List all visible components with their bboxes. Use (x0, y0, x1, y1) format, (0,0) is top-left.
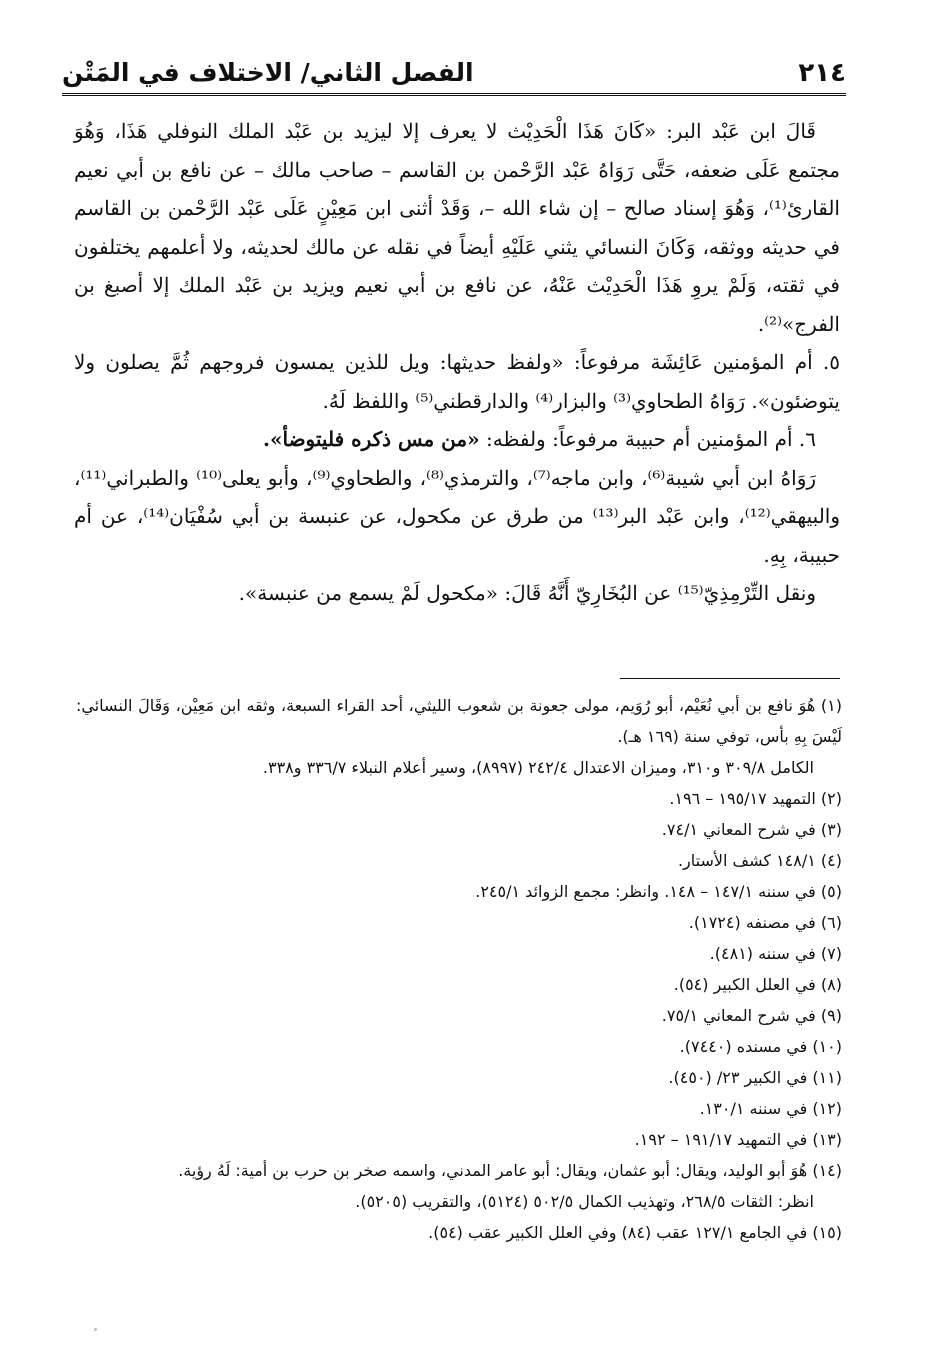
footnote-14: (١٤) هُوَ أبو الوليد، ويقال: أبو عثمان، ويقال: أبو عامر المدني، واسمه صخر بن حرب بن أمية: لَهُ رؤية. (178, 1161, 842, 1180)
scan-speck (94, 1328, 97, 1331)
footnote-12: (١٢) في سننه ١٣٠/١. (699, 1099, 842, 1118)
running-header (62, 52, 846, 96)
paragraph-narrators: رَوَاهُ ابن أبي شيبة⁽⁶⁾، وابن ماجه⁽⁷⁾، والترمذي⁽⁸⁾، والطحاوي⁽⁹⁾، وأبو يعلى⁽¹⁰⁾ والطبراني⁽¹¹⁾، والبيهقي⁽¹²⁾، وابن عَبْد البر⁽¹³⁾ من طرق عن مكحول، عن عنبسة بن أبي سُفْيَان⁽¹⁴⁾، عن أم حبيبة، بِهِ. (74, 465, 840, 567)
hadith-quote: «من مس ذكره فليتوضأ». (263, 427, 480, 451)
footnote-11: (١١) في الكبير ٢٣/ (٤٥٠). (668, 1068, 842, 1087)
footnote-6: (٦) في مصنفه (١٧٢٤). (688, 913, 842, 932)
footnote-13: (١٣) في التمهيد ١٩١/١٧ – ١٩٢. (634, 1130, 842, 1149)
main-text (74, 112, 840, 613)
footnote-8: (٨) في العلل الكبير (٥٤). (673, 975, 842, 994)
footnote-10: (١٠) في مسنده (٧٤٤٠). (679, 1037, 842, 1056)
footnote-14-sources: انظر: الثقات ٢٦٨/٥، وتهذيب الكمال ٥٠٢/٥ (٥١٢٤)، والتقريب (٥٢٠٥). (355, 1192, 814, 1211)
paragraph-umm-habiba (74, 420, 840, 459)
footnote-2: (٢) التمهيد ١٩٥/١٧ – ١٩٦. (669, 789, 842, 808)
footnote-9: (٩) في شرح المعاني ٧٥/١. (661, 1006, 842, 1025)
footnote-4: (٤) ١٤٨/١ كشف الأستار. (677, 851, 842, 870)
chapter-title: الفصل الثاني/ الاختلاف في المَتْن (62, 58, 474, 87)
paragraph-ibn-abd-al-barr: قَالَ ابن عَبْد البر: «كَانَ هَذَا الْحَدِيْث لا يعرف إلا ليزيد بن عَبْد الملك النوفلي هَذَا، وَهُوَ مجتمع عَلَى ضعفه، حَتَّى رَوَاهُ عَبْد الرَّحْمن بن القاسم – صاحب مالك – عن نافع بن أبي نعيم القارئ⁽¹⁾، وَهُوَ إسناد صالح – إن شاء الله –، وَقَدْ أثنى ابن مَعِيْنٍ عَلَى عَبْد الرَّحْمن بن القاسم في حديثه ووثقه، وَكَانَ النسائي يثني عَلَيْهِ أيضاً في نقله عن مالك لحديثه، ولا أعلمهم يختلفون في ثقته، وَلَمْ يروِ هَذَا الْحَدِيْث عَنْهُ، عن نافع بن أبي نعيم ويزيد بن عَبْد الملك إلا أصبغ بن الفرج»⁽²⁾. (74, 119, 840, 336)
paragraph-aisha: ٥. أم المؤمنين عَائِشَة مرفوعاً: «ولفظ حديثها: ويل للذين يمسون فروجهم ثُمَّ يصلون ولا يتوضئون». رَوَاهُ الطحاوي⁽³⁾ والبزار⁽⁴⁾ والدارقطني⁽⁵⁾ واللفظ لَهُ. (74, 350, 840, 413)
footnote-1-sources: الكامل ٣٠٩/٨ و٣١٠، وميزان الاعتدال ٢٤٢/٤ (٨٩٩٧)، وسير أعلام النبلاء ٣٣٦/٧ و٣٣٨. (262, 758, 814, 777)
footnote-15: (١٥) في الجامع ١٢٧/١ عقب (٨٤) وفي العلل الكبير عقب (٥٤). (428, 1223, 842, 1242)
footnote-1: (١) هُوَ نافع بن أبي نُعَيْم، أبو رُوَيم، مولى جعونة بن شعوب الليثي، أحد القراء السبعة، وثقه ابن مَعِيْن، وَقَالَ النسائي: لَيْسَ بِهِ بأس، توفي سنة (١٦٩ هـ). (76, 696, 842, 746)
page-number: ٢١٤ (798, 58, 846, 88)
paragraph-umm-habiba-text: ٦. أم المؤمنين أم حبيبة مرفوعاً: ولفظه: (479, 427, 816, 451)
header-rule (62, 93, 846, 96)
footnotes (76, 690, 842, 1248)
footnote-separator (620, 678, 840, 679)
paragraph-tirmidhi: ونقل التِّرْمِذِيّ⁽¹⁵⁾ عن البُخَارِيّ أَنَّهُ قَالَ: «مكحول لَمْ يسمع من عنبسة». (238, 581, 816, 605)
footnote-5: (٥) في سننه ١٤٧/١ – ١٤٨. وانظر: مجمع الزوائد ٢٤٥/١. (475, 882, 842, 901)
footnote-7: (٧) في سننه (٤٨١). (709, 944, 842, 963)
footnote-3: (٣) في شرح المعاني ٧٤/١. (661, 820, 842, 839)
